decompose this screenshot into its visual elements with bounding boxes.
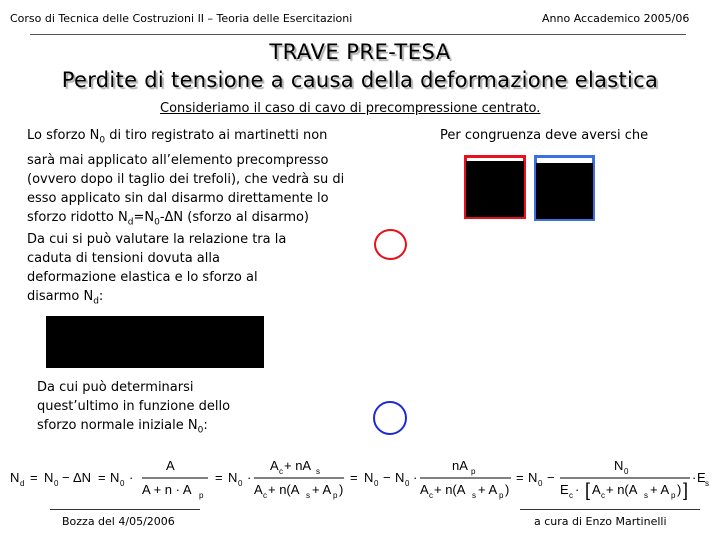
final-formula <box>8 453 712 503</box>
svg-text:ΔN: ΔN <box>73 470 92 485</box>
equation-image-left <box>466 161 524 217</box>
svg-text:A: A <box>166 458 175 473</box>
svg-text:+ n(A: + n(A <box>434 482 466 497</box>
svg-text:0: 0 <box>238 479 243 488</box>
footer-left-divider <box>50 509 200 510</box>
svg-text:]: ] <box>683 480 689 500</box>
svg-text:p: p <box>671 491 676 500</box>
header-divider <box>30 34 686 35</box>
red-circle-marker <box>374 229 407 260</box>
draft-date: Bozza del 4/05/2006 <box>62 515 175 528</box>
svg-text:+ A: + A <box>312 482 332 497</box>
svg-text:N: N <box>528 470 538 485</box>
svg-text:A: A <box>254 482 263 497</box>
svg-text:): ) <box>339 482 344 497</box>
svg-text:0: 0 <box>374 479 379 488</box>
svg-text:N: N <box>110 470 120 485</box>
svg-text:=: = <box>350 470 358 485</box>
footer-right-divider <box>520 509 700 510</box>
right-paragraph: Per congruenza deve aversi che <box>440 128 649 143</box>
svg-text:+ nA: + nA <box>284 458 312 473</box>
svg-text:A + n · A: A + n · A <box>142 482 192 497</box>
middle-paragraph: Da cui si può valutare la relazione tra la caduta di tensioni dovuta alla deformazione elastica e lo sforzo al disarmo $N_d$: <box>27 232 287 307</box>
svg-text:s: s <box>306 491 310 500</box>
svg-text:=: = <box>215 470 223 485</box>
svg-text:·: · <box>413 470 418 485</box>
left-paragraph: Lo sforzo $N_0$ di tiro registrato ai martinetti non sarà mai applicato all’elemento precompresso (ovvero dopo il taglio dei trefoli), che vedrà su di esso applicato sin dal disarmo direttamente lo sforzo ridotto $N_d=N_0-\Delta N$ (sforzo al disarmo) <box>27 128 345 228</box>
svg-text:=: = <box>30 470 38 485</box>
svg-text:nA: nA <box>452 458 468 473</box>
svg-text:+ A: + A <box>478 482 498 497</box>
svg-text:N: N <box>614 458 624 473</box>
svg-text:p: p <box>333 491 338 500</box>
equation-image-middle <box>46 316 264 368</box>
svg-text:E: E <box>697 470 706 485</box>
svg-text:0: 0 <box>120 479 125 488</box>
svg-text:0: 0 <box>624 467 629 476</box>
svg-text:N: N <box>364 470 374 485</box>
svg-text:N: N <box>395 470 405 485</box>
svg-text:A: A <box>420 482 429 497</box>
svg-text:+ n(A: + n(A <box>606 482 638 497</box>
svg-text:·: · <box>575 482 580 497</box>
svg-text:[: [ <box>585 480 591 500</box>
intro-sentence: Consideriamo il caso di cavo di precompressione centrato. <box>160 101 541 116</box>
academic-year: Anno Accademico 2005/06 <box>542 12 690 25</box>
svg-text:s: s <box>705 479 709 488</box>
svg-text:·: · <box>247 470 252 485</box>
svg-text:c: c <box>263 491 267 500</box>
svg-text:=: = <box>98 470 106 485</box>
svg-text:−: − <box>62 470 70 485</box>
svg-text:p: p <box>471 467 476 476</box>
svg-text:d: d <box>20 479 25 488</box>
svg-text:0: 0 <box>54 479 59 488</box>
svg-text:N: N <box>228 470 238 485</box>
page-subtitle: Perdite di tensione a causa della deformazione elastica <box>61 68 659 92</box>
svg-text:A: A <box>592 482 601 497</box>
svg-text:): ) <box>677 482 682 497</box>
svg-text:0: 0 <box>405 479 410 488</box>
author-credit: a cura di Enzo Martinelli <box>534 515 667 528</box>
svg-text:−: − <box>383 470 391 485</box>
svg-text:+ n(A: + n(A <box>268 482 300 497</box>
svg-text:·: · <box>129 470 134 485</box>
svg-text:−: − <box>547 470 555 485</box>
svg-text:A: A <box>270 458 279 473</box>
svg-text:+ A: + A <box>650 482 670 497</box>
svg-text:E: E <box>560 482 569 497</box>
svg-text:c: c <box>569 491 573 500</box>
formula-term-Nd: N <box>10 470 20 485</box>
svg-text:p: p <box>199 491 204 500</box>
svg-text:s: s <box>472 491 476 500</box>
svg-text:N: N <box>44 470 54 485</box>
svg-text:=: = <box>516 470 524 485</box>
svg-text:): ) <box>505 482 510 497</box>
svg-text:c: c <box>429 491 433 500</box>
svg-text:c: c <box>279 467 283 476</box>
svg-text:c: c <box>601 491 605 500</box>
lower-paragraph: Da cui può determinarsi quest’ultimo in funzione dello sforzo normale iniziale $N_0$: <box>37 380 231 436</box>
svg-text:s: s <box>316 467 320 476</box>
blue-circle-marker <box>373 401 407 435</box>
svg-text:p: p <box>499 491 504 500</box>
svg-text:0: 0 <box>538 479 543 488</box>
page-title: TRAVE PRE-TESA <box>269 40 451 64</box>
svg-text:s: s <box>644 491 648 500</box>
equation-image-right <box>536 163 593 219</box>
svg-text:·: · <box>692 470 697 485</box>
course-header: Corso di Tecnica delle Costruzioni II – Teoria delle Esercitazioni <box>10 12 353 25</box>
